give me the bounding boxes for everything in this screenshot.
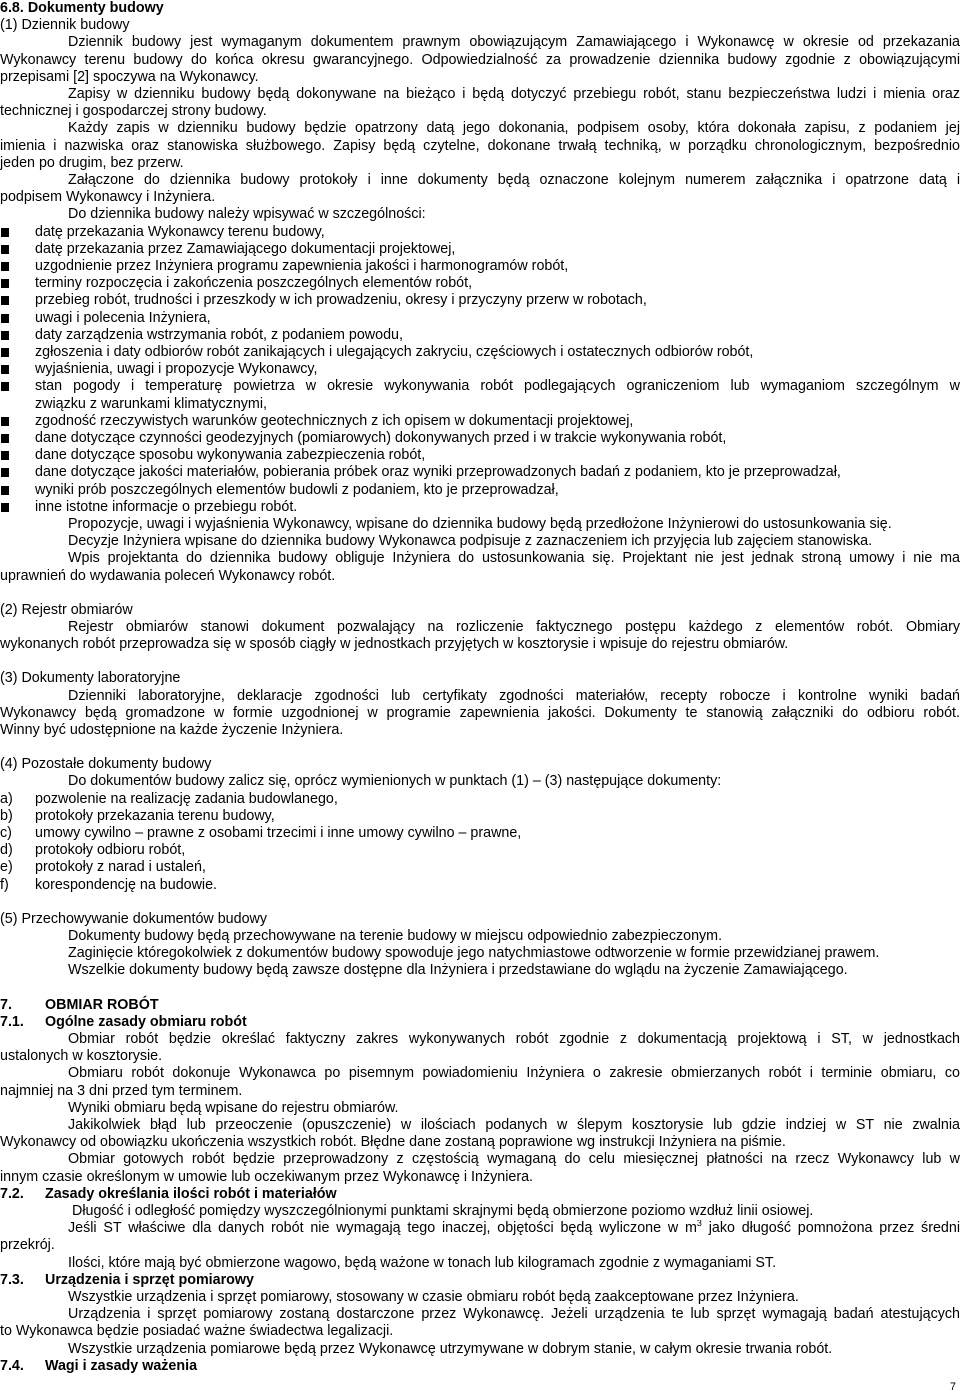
list-item: inne istotne informacje o przebiegu robót.: [0, 499, 960, 516]
paragraph-line: Długość i odległość pomiędzy wyszczególnionymi punktami skrajnymi będą obmierzone poziomo wzdłuż linii osiowej.: [72, 1202, 814, 1219]
paragraph-line: to Wykonawca będzie posiadać ważne świadectwa legalizacji.: [0, 1323, 394, 1340]
list-item: uzgodnienie przez Inżyniera programu zapewnienia jakości i harmonogramów robót,: [0, 258, 960, 275]
paragraph-line: najmniej na 3 dni przed tym terminem.: [0, 1082, 243, 1099]
paragraph-line: Jeśli ST właściwe dla danych robót nie wymagają tego inaczej, objętości będą wyliczone w $m^3$ jako długość pomnożona przez średni: [68, 1220, 960, 1237]
paragraph-line: Winny być udostępnione na każde życzenie Inżyniera.: [0, 721, 344, 738]
list-item: c) umowy cywilno – prawne z osobami trzecimi i inne umowy cywilno – prawne,: [0, 824, 522, 841]
list-item: datę przekazania Wykonawcy terenu budowy,: [0, 224, 960, 241]
square-bullet-icon: [1, 434, 11, 444]
list-item: wyniki prób poszczególnych elementów budowli z podaniem, kto je przeprowadzał,: [0, 482, 960, 499]
bullet-list: [0, 224, 960, 516]
section-heading: 7.2. Zasady określania ilości robót i materiałów: [0, 1185, 337, 1202]
square-bullet-icon: [1, 365, 11, 375]
paragraph-line: jeden po drugim, bez przerw.: [0, 154, 184, 171]
section-heading: 7.3. Urządzenia i sprzęt pomiarowy: [0, 1271, 254, 1288]
list-item: zgodność rzeczywistych warunków geotechnicznych z ich opisem w dokumentacji projektowej,: [0, 413, 960, 430]
list-item-continuation: związku z warunkami klimatycznymi,: [35, 395, 267, 412]
paragraph-line: Załączone do dziennika budowy protokoły i inne dokumenty będą oznaczone kolejnym numerem załącznika i opatrzone datą i: [68, 171, 960, 188]
paragraph-line: wykonanych robót przeprowadza się w sposób ciągły w jednostkach przyjętych w kosztorysie i wpisuje do rejestru obmiarów.: [0, 636, 789, 653]
chapter-heading: 7. OBMIAR ROBÓT: [0, 996, 159, 1013]
paragraph-line: przekrój.: [0, 1237, 55, 1254]
paragraph-line: Wszystkie urządzenia i sprzęt pomiarowy, stosowany w czasie obmiaru robót będą zaakceptowane przez Inżyniera.: [68, 1288, 799, 1305]
paragraph-line: przepisami [2] spoczywa na Wykonawcy.: [0, 68, 259, 85]
list-item: dane dotyczące jakości materiałów, pobierania próbek oraz wyniki przeprowadzonych badań z podaniem, kto je przeprowadzał,: [0, 464, 960, 481]
list-item: uwagi i polecenia Inżyniera,: [0, 310, 960, 327]
paragraph-line: innym czasie określonym w umowie lub oczekiwanym przez Wykonawcę i Inżyniera.: [0, 1168, 534, 1185]
paragraph-line: imienia i nazwiska oraz stanowiska służbowego. Zapisy będą czytelne, dokonane trwałą techniką, w porządku chronologicznym, bezpośrednio: [0, 137, 960, 154]
paragraph-line: Propozycje, uwagi i wyjaśnienia Wykonawcy, wpisane do dziennika budowy będą przedłożone Inżynierowi do ustosunkowania się.: [68, 515, 892, 532]
paragraph-line: Zapisy w dzienniku budowy będą dokonywane na bieżąco i będą dotyczyć przebiegu robót, stanu bezpieczeństwa ludzi i mienia oraz: [68, 85, 960, 102]
list-item: terminy rozpoczęcia i zakończenia poszczególnych elementów robót,: [0, 275, 960, 292]
square-bullet-icon: [1, 348, 11, 358]
list-item: stan pogody i temperaturę powietrza w okresie wykonywania robót podlegających ograniczeniom lub wymaganiom szczególnym w: [0, 378, 960, 395]
list-item: wyjaśnienia, uwagi i propozycje Wykonawcy,: [0, 361, 960, 378]
paragraph-line: uprawnień do wydawania poleceń Wykonawcy robót.: [0, 567, 336, 584]
paragraph-line: Rejestr obmiarów stanowi dokument pozwalający na rozliczenie faktycznego postępu każdego z elementów robót. Obmiary: [68, 618, 960, 635]
list-item: przebieg robót, trudności i przeszkody w ich prowadzeniu, okresy i przyczyny przerw w robotach,: [0, 292, 960, 309]
paragraph-line: Dziennik budowy jest wymaganym dokumentem prawnym obowiązującym Zamawiającego i Wykonawcę w okresie od przekazania: [68, 34, 960, 51]
paragraph-line: Zaginięcie któregokolwiek z dokumentów budowy spowoduje jego natychmiastowe odtworzenie w formie przewidzianej prawem.: [68, 945, 880, 962]
paragraph-line: Wszelkie dokumenty budowy będą zawsze dostępne dla Inżyniera i przedstawiane do wglądu na życzenie Zamawiającego.: [68, 962, 848, 979]
paragraph-line: technicznej i gospodarczej strony budowy.: [0, 103, 267, 120]
paragraph-line: podpisem Wykonawcy i Inżyniera.: [0, 189, 216, 206]
section-heading: 7.4. Wagi i zasady ważenia: [0, 1357, 198, 1374]
page-number: 7: [949, 1381, 956, 1393]
square-bullet-icon: [1, 382, 11, 392]
list-item: zgłoszenia i daty odbiorów robót zanikających i ulegających zakryciu, częściowych i ostatecznych odbiorów robót,: [0, 344, 960, 361]
paragraph-line: Każdy zapis w dzienniku budowy będzie opatrzony datą jego dokonania, podpisem osoby, która dokonała zapisu, z podaniem jej: [68, 120, 960, 137]
subsection-title: (4) Pozostałe dokumenty budowy: [0, 756, 212, 773]
square-bullet-icon: [1, 314, 11, 324]
list-item: datę przekazania przez Zamawiającego dokumentacji projektowej,: [0, 241, 960, 258]
paragraph-line: Decyzje Inżyniera wpisane do dziennika budowy Wykonawca podpisuje z zaznaczeniem ich przyjęcia lub zajęciem stanowiska.: [68, 533, 873, 550]
paragraph-line: Ilości, które mają być obmierzone wagowo, będą ważone w tonach lub kilogramach zgodnie z wymaganiami ST.: [68, 1254, 777, 1271]
subsection-title: (1) Dziennik budowy: [0, 17, 130, 34]
subsection-title: (2) Rejestr obmiarów: [0, 601, 133, 618]
square-bullet-icon: [1, 296, 11, 306]
paragraph-line: Obmiar robót będzie określać faktyczny zakres wykonywanych robót zgodnie z dokumentacją projektową i ST, w jednostkach: [68, 1031, 960, 1047]
square-bullet-icon: [1, 503, 11, 513]
square-bullet-icon: [1, 245, 11, 255]
square-bullet-icon: [1, 451, 11, 461]
list-item: dane dotyczące sposobu wykonywania zabezpieczenia robót,: [0, 447, 960, 464]
paragraph-line: Obmiar gotowych robót będzie przeprowadzony z częstością wymaganą do celu miesięcznej płatności na rzecz Wykonawcy lub w: [68, 1151, 960, 1168]
section-heading: 7.1. Ogólne zasady obmiaru robót: [0, 1013, 247, 1030]
square-bullet-icon: [1, 417, 11, 427]
square-bullet-icon: [1, 279, 11, 289]
paragraph-line: Do dziennika budowy należy wpisywać w szczególności:: [68, 206, 426, 223]
paragraph-line: Urządzenia i sprzęt pomiarowy zostaną dostarczone przez Wykonawcę. Jeżeli urządzenia te lub sprzęt wymagają badań atestujących: [68, 1306, 960, 1323]
paragraph-line: Wykonawcy terenu budowy do końca okresu gwarancyjnego. Odpowiedzialność za prowadzenie dziennika budowy zgodnie z obowiązującymi: [0, 51, 960, 68]
paragraph-line: Wszystkie urządzenia pomiarowe będą przez Wykonawcę utrzymywane w dobrym stanie, w całym okresie trwania robót.: [68, 1340, 833, 1357]
square-bullet-icon: [1, 486, 11, 496]
list-item: dane dotyczące czynności geodezyjnych (pomiarowych) dokonywanych przed i w trakcie wykonywania robót,: [0, 430, 960, 447]
subsection-title: (5) Przechowywanie dokumentów budowy: [0, 910, 268, 927]
square-bullet-icon: [1, 468, 11, 478]
paragraph-line: Wykonawcy od obowiązku ukończenia wszystkich robót. Błędne dane zostaną poprawione wg instrukcji Inżyniera na piśmie.: [0, 1134, 786, 1151]
square-bullet-icon: [1, 228, 11, 238]
paragraph-line: Do dokumentów budowy zalicz się, oprócz wymienionych w punktach (1) – (3) następujące dokumenty:: [68, 773, 722, 790]
paragraph-line: Wpis projektanta do dziennika budowy obliguje Inżyniera do ustosunkowania się. Projektant nie jest jednak stroną umowy i nie ma: [68, 550, 960, 567]
paragraph-line: Jakikolwiek błąd lub przeoczenie (opuszczenie) w ilościach podanych w ślepym kosztorysie lub gdzie indziej w ST nie zwalnia: [68, 1116, 960, 1133]
list-item: d) protokoły odbioru robót,: [0, 842, 186, 859]
paragraph-line: Wyniki obmiaru będą wpisane do rejestru obmiarów.: [68, 1099, 399, 1116]
paragraph-line: Obmiaru robót dokonuje Wykonawca po pisemnym powiadomieniu Inżyniera o zakresie obmierzanych robót i terminie obmiaru, co: [68, 1065, 960, 1082]
lettered-list: [0, 791, 960, 894]
paragraph-line: Dokumenty budowy będą przechowywane na terenie budowy w miejscu odpowiednio zabezpieczonym.: [68, 927, 723, 944]
list-item: b) protokoły przekazania terenu budowy,: [0, 807, 275, 824]
section-heading: 6.8. Dokumenty budowy: [0, 0, 164, 16]
list-item: f) korespondencję na budowie.: [0, 876, 218, 893]
list-item: a) pozwolenie na realizację zadania budowlanego,: [0, 790, 338, 807]
paragraph-line: Wykonawcy będą gromadzone w formie uzgodnionej w programie zapewnienia jakości. Dokumenty te stanowią załączniki do odbioru robót.: [0, 704, 960, 721]
square-bullet-icon: [1, 262, 11, 272]
square-bullet-icon: [1, 331, 11, 341]
list-item: e) protokoły z narad i ustaleń,: [0, 859, 206, 876]
paragraph-line: Dzienniki laboratoryjne, deklaracje zgodności lub certyfikaty zgodności materiałów, recepty robocze i kontrolne wyniki badań: [68, 687, 960, 704]
list-item: daty zarządzenia wstrzymania robót, z podaniem powodu,: [0, 327, 960, 344]
paragraph-line: ustalonych w kosztorysie.: [0, 1048, 163, 1065]
subsection-title: (3) Dokumenty laboratoryjne: [0, 670, 181, 687]
